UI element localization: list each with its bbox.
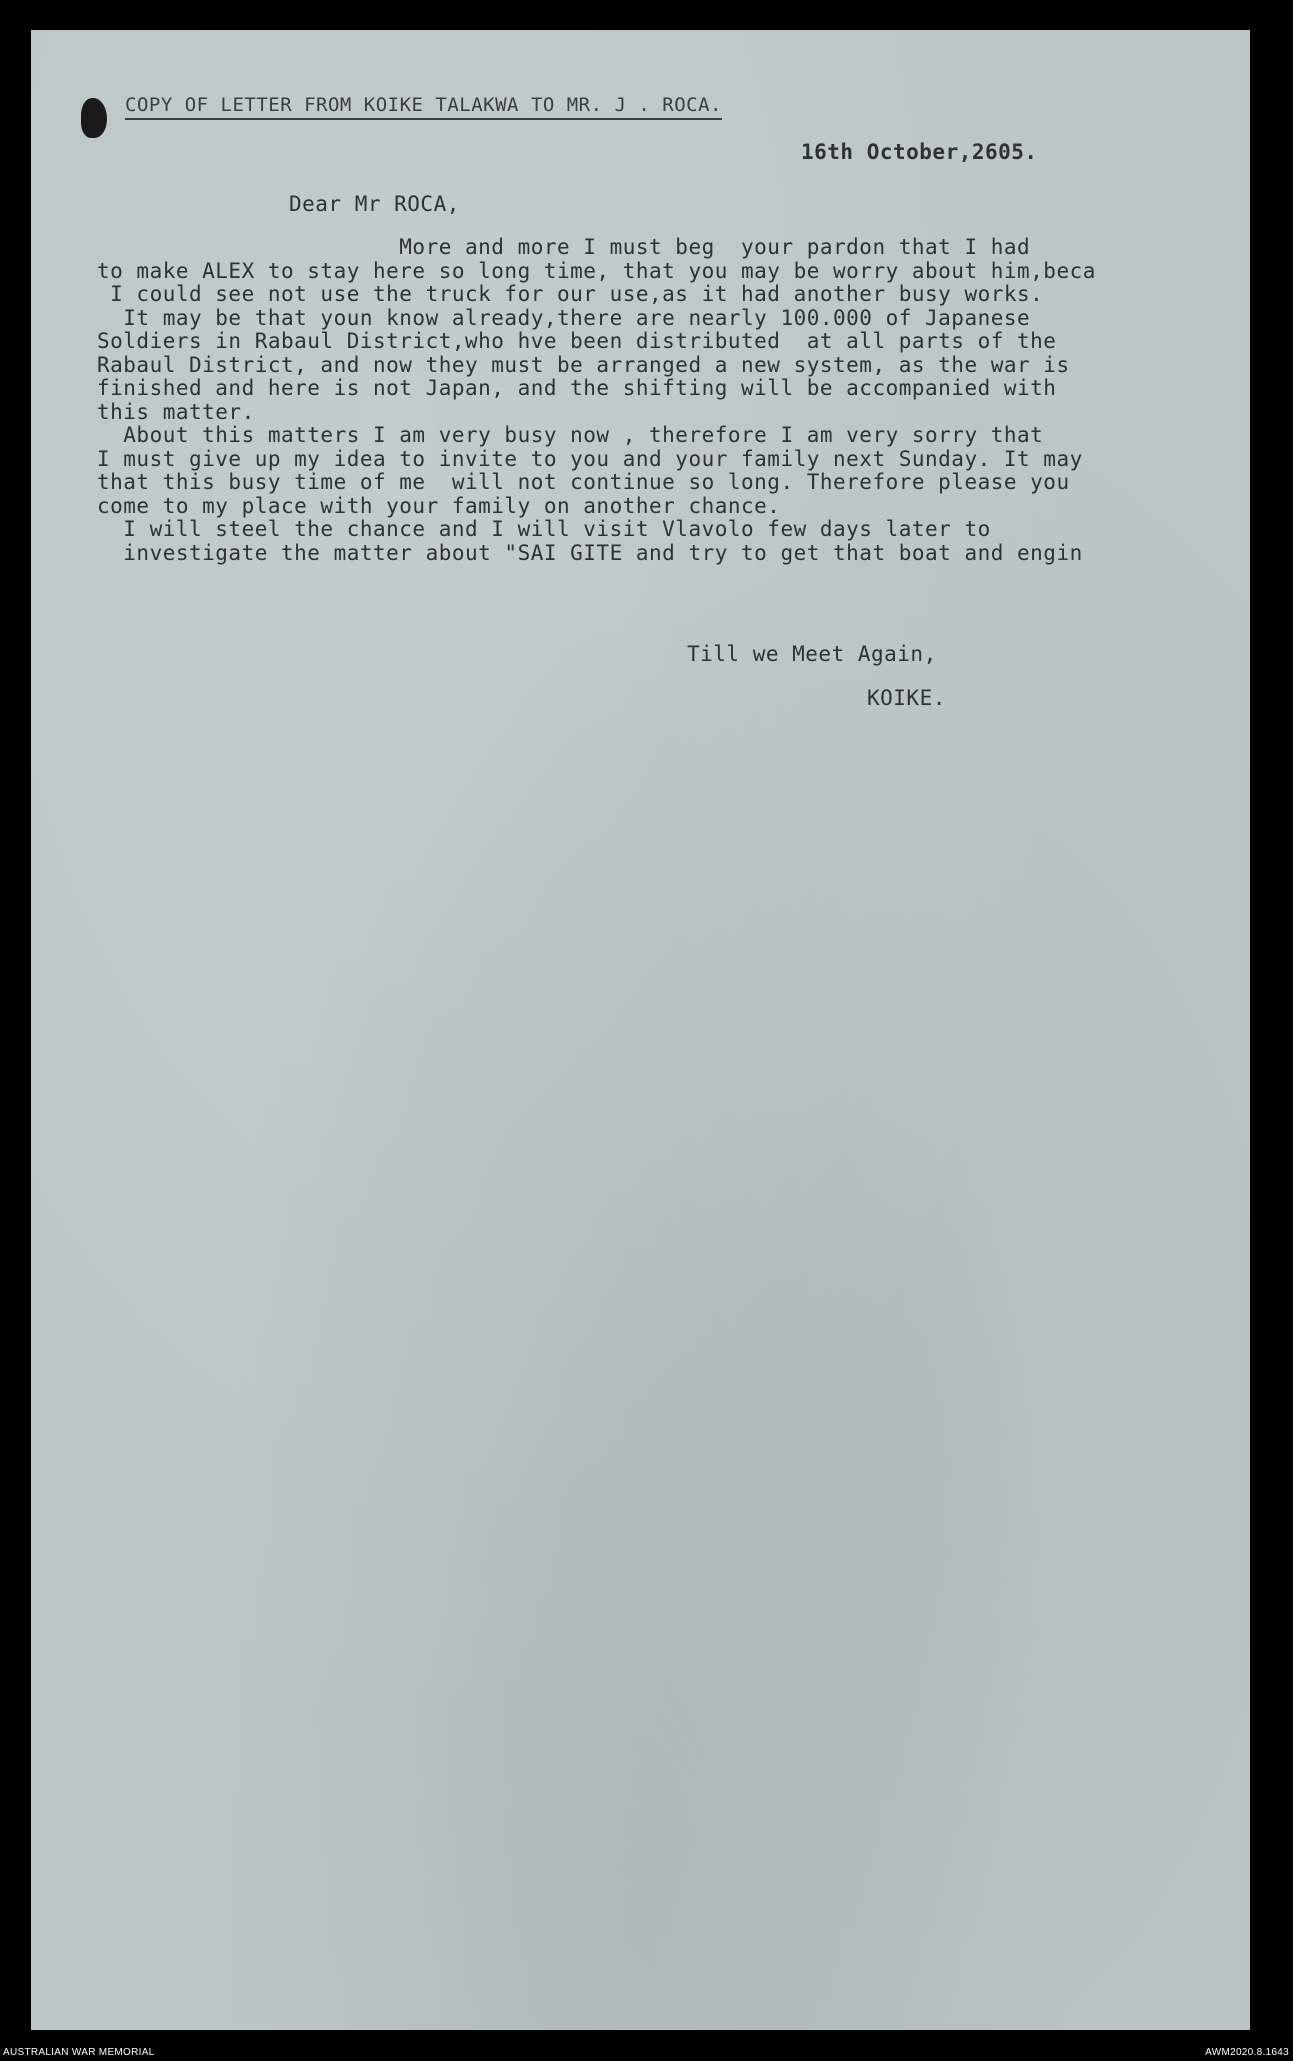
body-line: Rabaul District, and now they must be arranged a new system, as the war is (97, 352, 1070, 377)
body-line: to make ALEX to stay here so long time, that you may be worry about him,beca (97, 258, 1096, 283)
body-line: More and more I must beg your pardon that I had (97, 236, 1031, 259)
body-line: this matter. (97, 399, 255, 424)
body-line: It may be that youn know already,there are nearly 100.000 of Japanese (97, 305, 1031, 330)
body-line: I must give up my idea to invite to you and your family next Sunday. It may (97, 446, 1083, 471)
letter-heading: COPY OF LETTER FROM KOIKE TALAKWA TO MR. J . ROCA. (125, 94, 722, 120)
body-line: I will steel the chance and I will visit Vlavolo few days later to (97, 517, 991, 541)
letter-page (31, 30, 1250, 2030)
punch-hole (81, 98, 107, 138)
archive-reference: AWM2020.8.1643 (1205, 2047, 1289, 2058)
letter-date: 16th October,2605. (801, 140, 1038, 164)
signature: KOIKE. (867, 686, 946, 710)
body-line: Soldiers in Rabaul District,who hve been distributed at all parts of the (97, 329, 1057, 353)
body-line: that this busy time of me will not continue so long. Therefore please you (97, 470, 1070, 494)
body-line: finished and here is not Japan, and the shifting will be accompanied with (97, 376, 1057, 400)
body-line: About this matters I am very busy now , therefore I am very sorry that (97, 423, 1044, 447)
body-line: I could see not use the truck for our use,as it had another busy works. (97, 282, 1044, 306)
body-line: investigate the matter about "SAI GITE and try to get that boat and engin (97, 540, 1083, 565)
letter-body (97, 236, 1247, 565)
body-line: come to my place with your family on another chance. (97, 493, 781, 518)
closing: Till we Meet Again, (687, 642, 937, 666)
archive-credit: AUSTRALIAN WAR MEMORIAL (3, 2047, 155, 2058)
salutation: Dear Mr ROCA, (289, 192, 460, 216)
